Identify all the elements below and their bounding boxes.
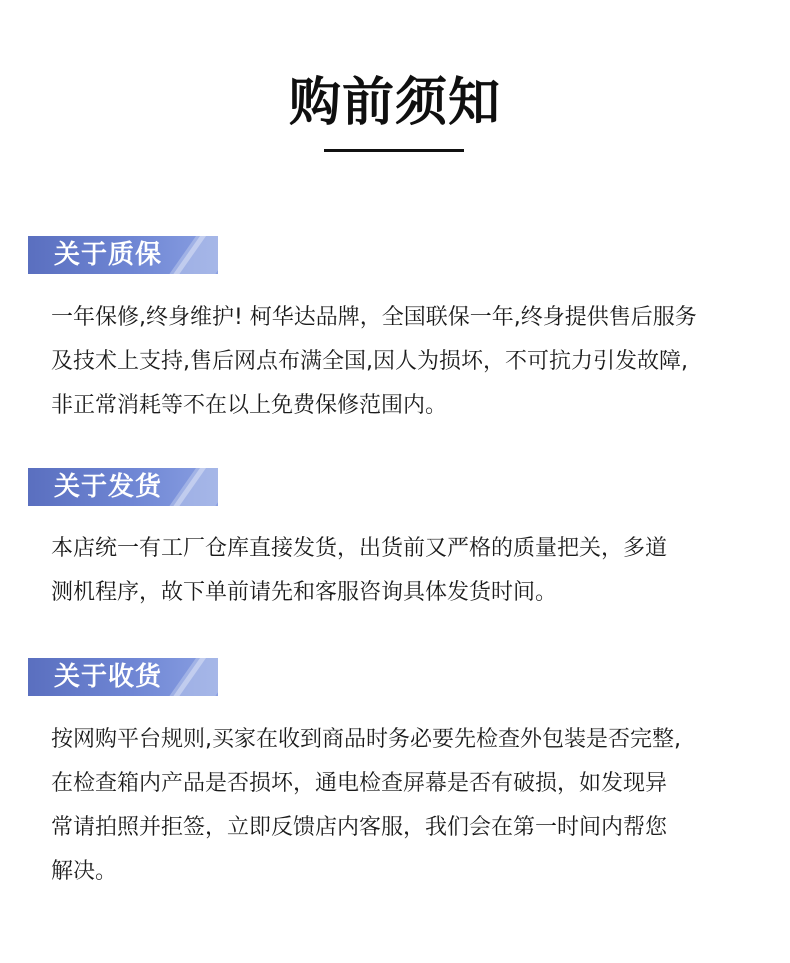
paragraph-line: 一年保修,终身维护! 柯华达品牌，全国联保一年,终身提供售后服务 bbox=[51, 305, 697, 330]
paragraph-line: 非正常消耗等不在以上免费保修范围内。 bbox=[51, 393, 448, 418]
paragraph-line: 常请拍照并拒签，立即反馈店内客服，我们会在第一时间内帮您 bbox=[51, 815, 668, 840]
title-underline bbox=[324, 149, 464, 152]
section-body-shipping bbox=[51, 527, 779, 615]
page-title: 购前须知 bbox=[288, 73, 501, 133]
paragraph-line: 按网购平台规则,买家在收到商品时务必要先检查外包装是否完整, bbox=[51, 727, 681, 752]
paragraph-line: 解决。 bbox=[51, 859, 118, 884]
section-heading: 关于质保 bbox=[54, 240, 163, 270]
section-header-shipping bbox=[28, 468, 218, 506]
paragraph-line: 在检查箱内产品是否损坏，通电检查屏幕是否有破损，如发现异 bbox=[51, 771, 668, 796]
paragraph-line: 及技术上支持,售后网点布满全国,因人为损坏，不可抗力引发故障, bbox=[51, 349, 688, 374]
paragraph-line: 本店统一有工厂仓库直接发货，出货前又严格的质量把关，多道 bbox=[51, 536, 668, 561]
paragraph-line: 测机程序，故下单前请先和客服咨询具体发货时间。 bbox=[51, 580, 558, 605]
section-heading: 关于发货 bbox=[54, 472, 163, 502]
section-header-warranty bbox=[28, 236, 218, 274]
section-heading: 关于收货 bbox=[54, 662, 163, 692]
section-body-warranty bbox=[51, 296, 779, 428]
section-header-receiving bbox=[28, 658, 218, 696]
section-body-receiving bbox=[51, 718, 779, 894]
